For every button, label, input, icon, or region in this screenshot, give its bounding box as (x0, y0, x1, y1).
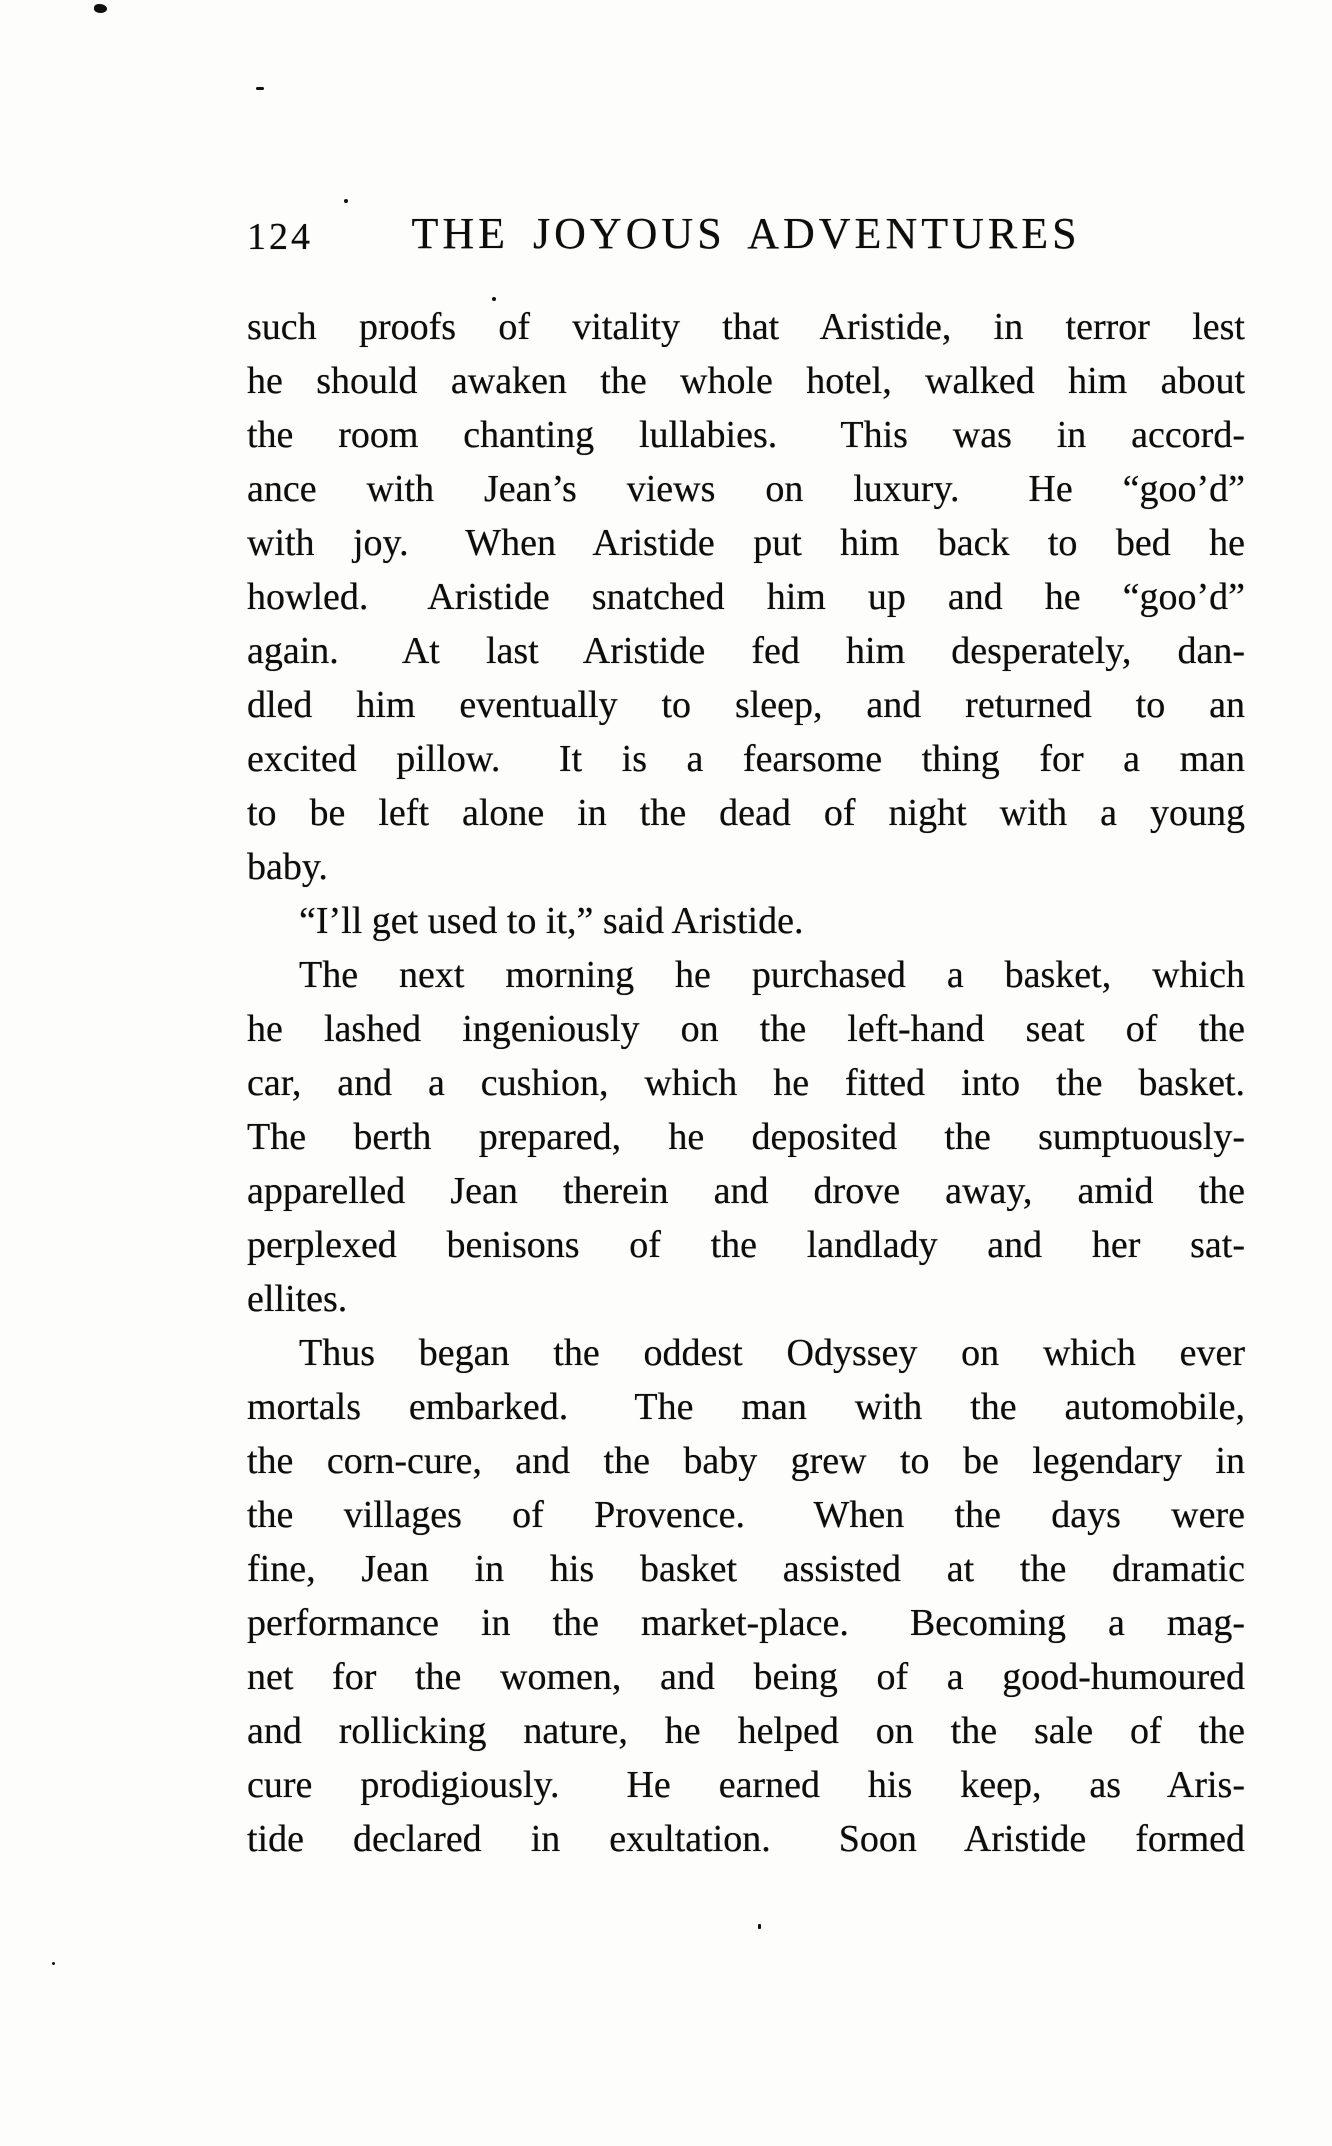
text-line: such proofs of vitality that Aristide, in terror lest (247, 306, 1245, 348)
text-line: “I’ll get used to it,” said Aristide. (299, 900, 804, 942)
text-line: performance in the market-place. Becoming a mag- (247, 1602, 1245, 1644)
text-line: tide declared in exultation. Soon Aristide formed (247, 1818, 1245, 1860)
ink-speck (492, 297, 496, 301)
text-line: ellites. (247, 1278, 348, 1320)
body-text (247, 300, 1245, 1866)
text-line: the room chanting lullabies. This was in accord- (247, 414, 1245, 456)
text-line: ance with Jean’s views on luxury. He “goo’d” (247, 468, 1245, 510)
running-title: THE JOYOUS ADVENTURES (411, 209, 1081, 258)
text-line: cure prodigiously. He earned his keep, as Aris- (247, 1764, 1245, 1806)
text-line: and rollicking nature, he helped on the sale of the (247, 1710, 1245, 1752)
text-line: again. At last Aristide fed him desperately, dan- (247, 630, 1245, 672)
text-line: to be left alone in the dead of night with a young (247, 792, 1245, 834)
page-number: 124 (247, 216, 313, 258)
text-line: dled him eventually to sleep, and returned to an (247, 684, 1245, 726)
text-line: car, and a cushion, which he fitted into the basket. (247, 1062, 1245, 1104)
text-line: fine, Jean in his basket assisted at the dramatic (247, 1548, 1245, 1590)
text-line: perplexed benisons of the landlady and her sat- (247, 1224, 1245, 1266)
text-line: the villages of Provence. When the days were (247, 1494, 1245, 1536)
text-line: net for the women, and being of a good-humoured (247, 1656, 1245, 1698)
page-header (247, 208, 1245, 260)
text-line: he should awaken the whole hotel, walked him about (247, 360, 1245, 402)
ink-speck (758, 1924, 761, 1929)
ink-speck (94, 4, 107, 13)
text-line: the corn-cure, and the baby grew to be legendary in (247, 1440, 1245, 1482)
text-line: with joy. When Aristide put him back to bed he (247, 522, 1245, 564)
text-line: he lashed ingeniously on the left-hand seat of the (247, 1008, 1245, 1050)
text-line: The next morning he purchased a basket, which (299, 954, 1245, 996)
text-line: Thus began the oddest Odyssey on which ever (299, 1332, 1245, 1374)
text-line: The berth prepared, he deposited the sumptuously- (247, 1116, 1245, 1158)
ink-speck (52, 1962, 55, 1965)
ink-speck (256, 87, 264, 90)
text-line: excited pillow. It is a fearsome thing for a man (247, 738, 1245, 780)
text-line: baby. (247, 846, 328, 888)
text-line: howled. Aristide snatched him up and he “goo’d” (247, 576, 1245, 618)
text-line: mortals embarked. The man with the automobile, (247, 1386, 1245, 1428)
text-line: apparelled Jean therein and drove away, amid the (247, 1170, 1245, 1212)
ink-speck (344, 199, 348, 203)
